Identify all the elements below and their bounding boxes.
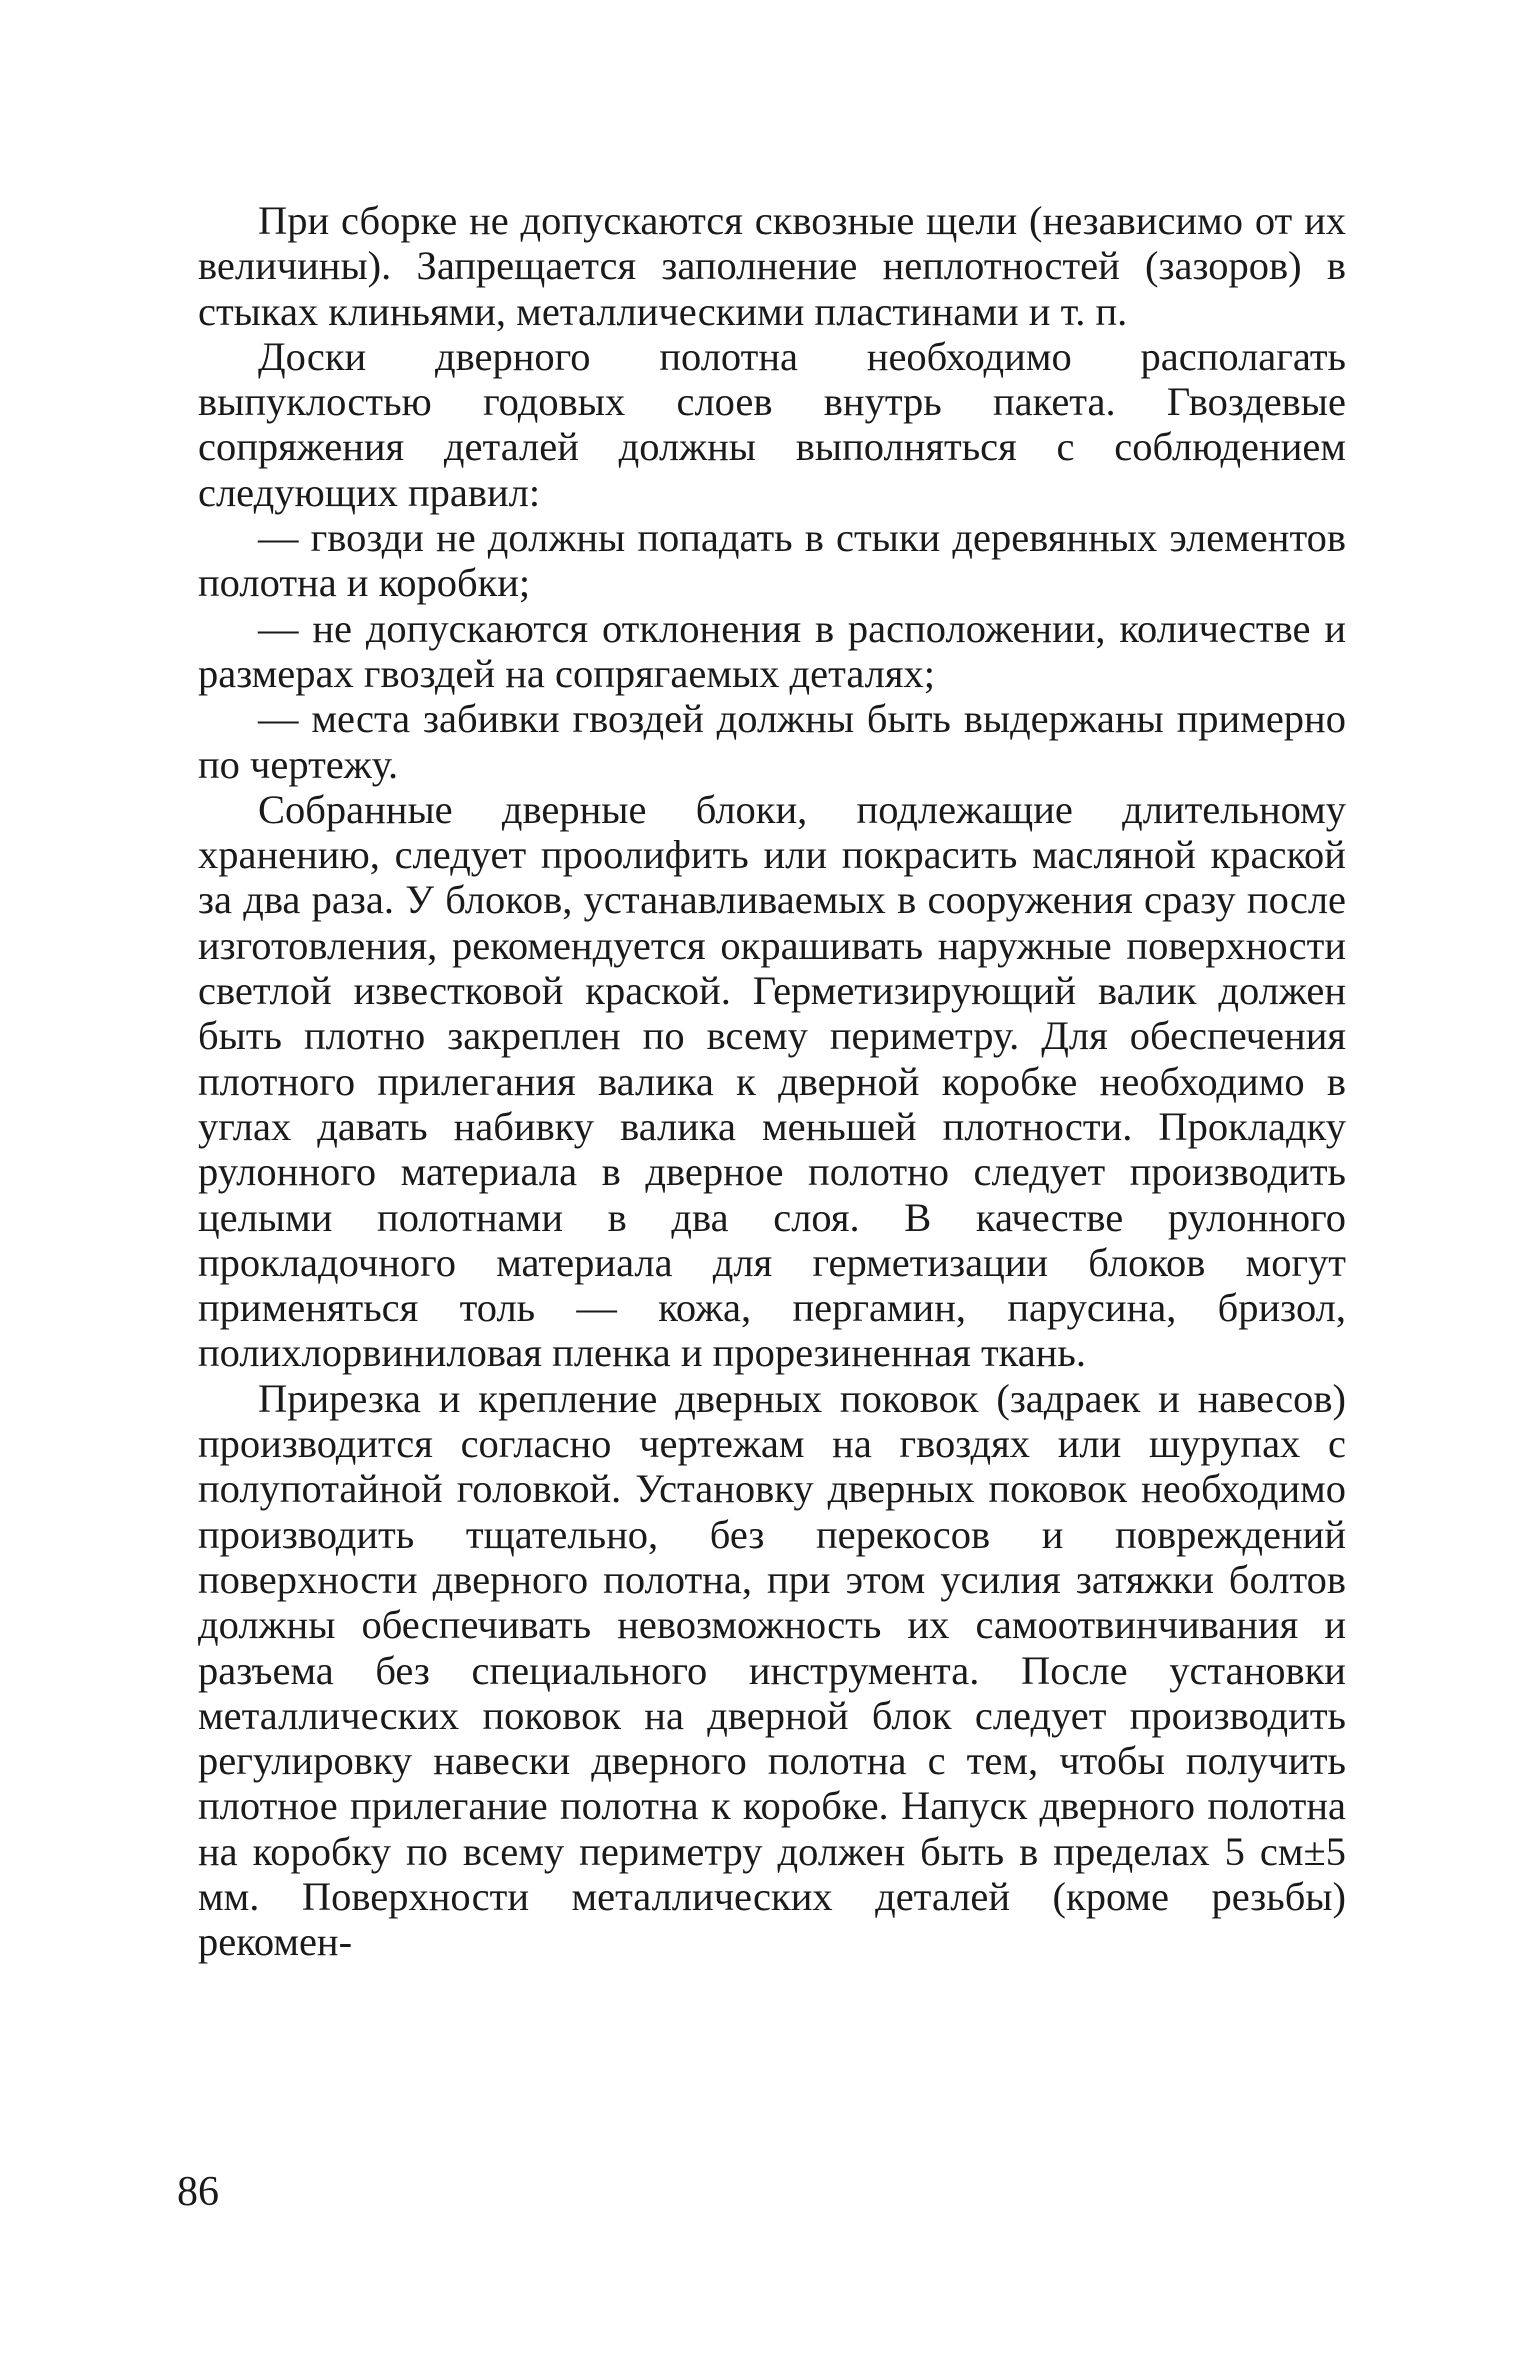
list-item-nail-joints: — гвозди не должны попадать в стыки деревянных элементов полотна и коробки; — [198, 515, 1346, 606]
paragraph-door-blocks-painting: Собранные дверные блоки, подлежащие длительному хранению, следует проолифить или покрасить масляной краской за два раза. У блоков, устанавливаемых в сооружения сразу после изготовления, рекомендуется окрашивать наружные поверхности светлой известковой краской. Герметизирующий валик должен быть плотно закреплен по всему периметру. Для обеспечения плотного прилегания валика к дверной коробке необходимо в углах давать набивку валика меньшей плотности. Прокладку рулонного материала в дверное полотно следует производить целыми полотнами в два слоя. В качестве рулонного прокладочного материала для герметизации блоков могут применяться толь — кожа, пергамин, парусина, бризол, полихлорвиниловая пленка и прорезиненная ткань. — [198, 786, 1346, 1376]
paragraph-joint-gaps: При сборке не допускаются сквозные щели (независимо от их величины). Запрещается заполнение неплотностей (зазоров) в стыках клиньями, металлическими пластинами и т. п. — [198, 198, 1346, 334]
list-item-nail-deviations: — не допускаются отклонения в расположении, количестве и размерах гвоздей на сопрягаемых деталях; — [198, 605, 1346, 696]
paragraph-door-boards: Доски дверного полотна необходимо располагать выпуклостью годовых слоев внутрь пакета. Гвоздевые сопряжения деталей должны выполняться с соблюдением следующих правил: — [198, 333, 1346, 515]
paragraph-door-hardware: Прирезка и крепление дверных поковок (задраек и навесов) производится согласно чертежам на гвоздях или шурупах с полупотайной головкой. Установку дверных поковок необходимо производить тщательно, без перекосов и повреждений поверхности дверного полотна, при этом усилия затяжки болтов должны обеспечивать невозможность их самоотвинчивания и разъема без специального инструмента. После установки металлических поковок на дверной блок следует производить регулировку навески дверного полотна с тем, чтобы получить плотное прилегание полотна к коробке. Напуск дверного полотна на коробку по всему периметру должен быть в пределах 5 см±5 мм. Поверхности металлических деталей (кроме резьбы) рекомен- — [198, 1375, 1346, 1965]
page-number: 86 — [177, 2169, 219, 2215]
body-text — [198, 198, 1346, 1965]
list-item-nail-places: — места забивки гвоздей должны быть выдержаны примерно по чертежу. — [198, 696, 1346, 787]
